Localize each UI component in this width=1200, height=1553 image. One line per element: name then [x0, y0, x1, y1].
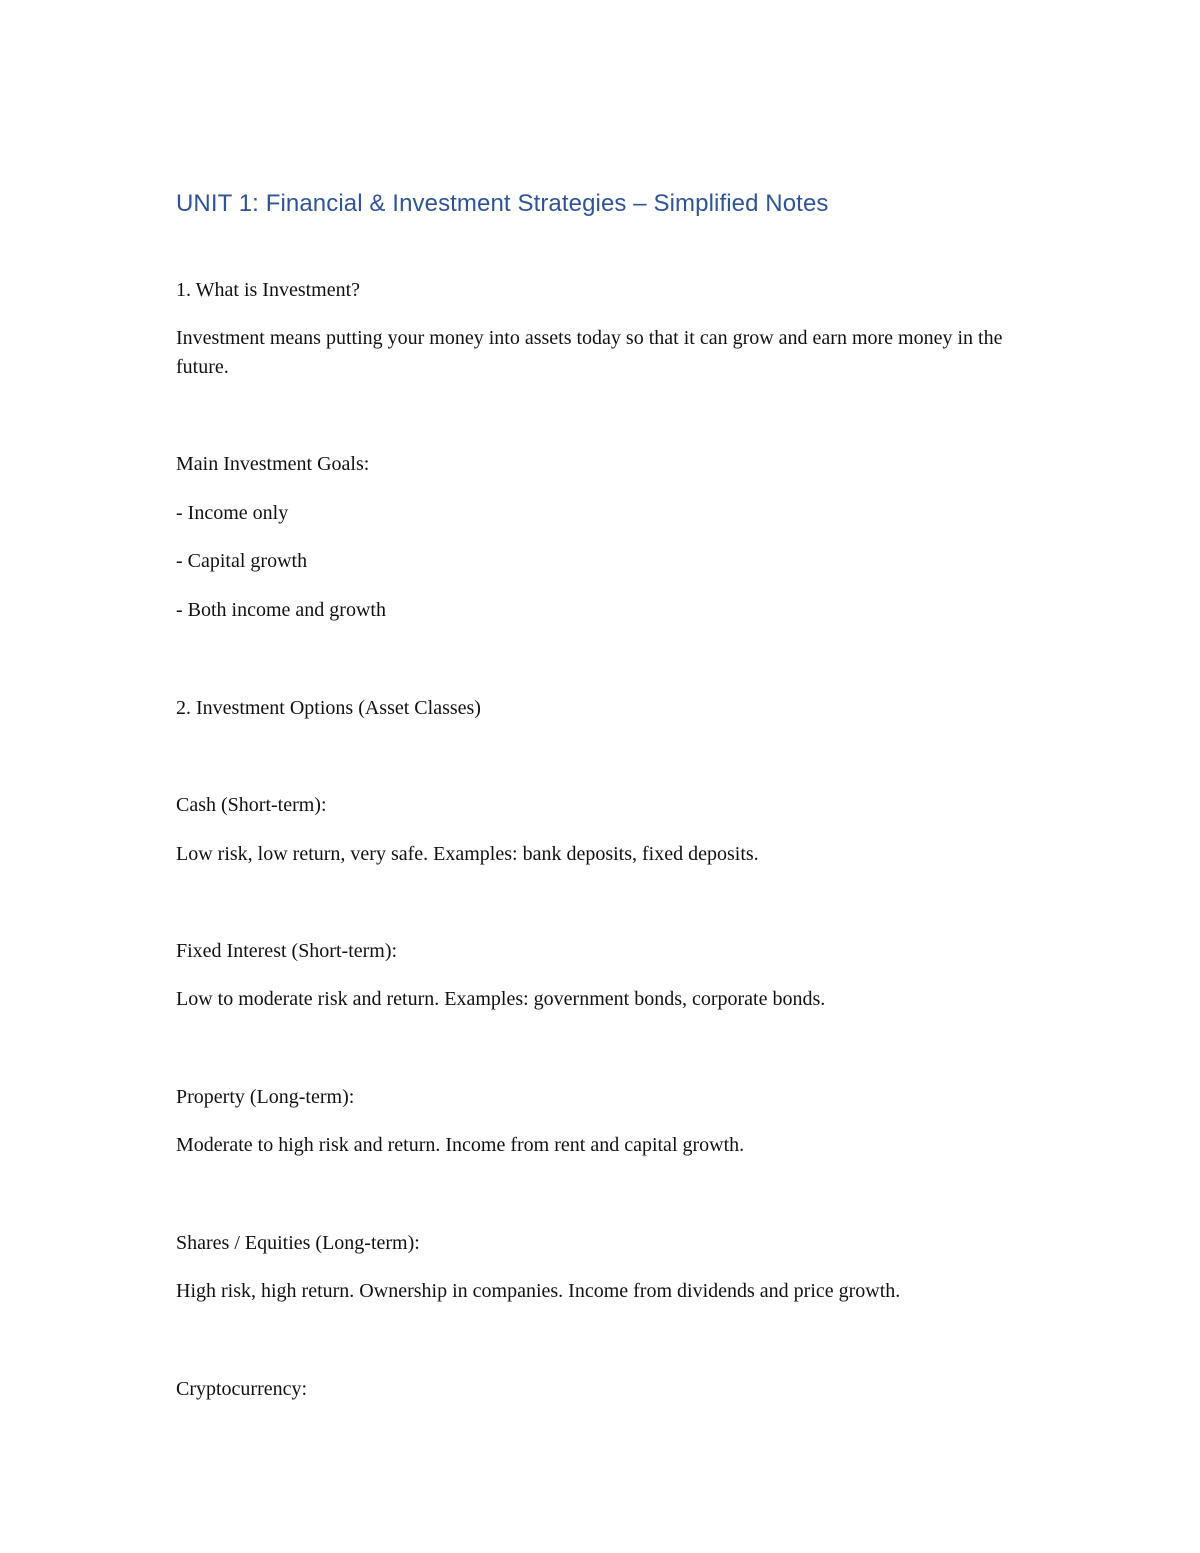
option-label-shares: Shares / Equities (Long-term): — [176, 1232, 420, 1254]
section-heading-investment-options: 2. Investment Options (Asset Classes) — [176, 697, 481, 719]
goal-item-capital-growth: - Capital growth — [176, 550, 308, 572]
document-title: UNIT 1: Financial & Investment Strategies – Simplified Notes — [176, 190, 829, 217]
goal-item-both: - Both income and growth — [176, 599, 386, 621]
option-description-fixed-interest: Low to moderate risk and return. Examples: government bonds, corporate bonds. — [176, 988, 826, 1010]
section-heading-what-is-investment: 1. What is Investment? — [176, 279, 361, 301]
option-description-property: Moderate to high risk and return. Income from rent and capital growth. — [176, 1134, 745, 1156]
option-label-property: Property (Long-term): — [176, 1086, 355, 1108]
option-label-fixed-interest: Fixed Interest (Short-term): — [176, 940, 398, 962]
goal-item-income: - Income only — [176, 502, 289, 524]
option-description-cash: Low risk, low return, very safe. Examples: bank deposits, fixed deposits. — [176, 843, 759, 865]
option-label-cryptocurrency: Cryptocurrency: — [176, 1378, 308, 1400]
goals-heading: Main Investment Goals: — [176, 453, 370, 475]
option-description-shares: High risk, high return. Ownership in companies. Income from dividends and price growth. — [176, 1280, 901, 1302]
option-label-cash: Cash (Short-term): — [176, 794, 327, 816]
investment-definition-paragraph: Investment means putting your money into assets today so that it can grow and earn more money in the future. — [176, 327, 1003, 378]
